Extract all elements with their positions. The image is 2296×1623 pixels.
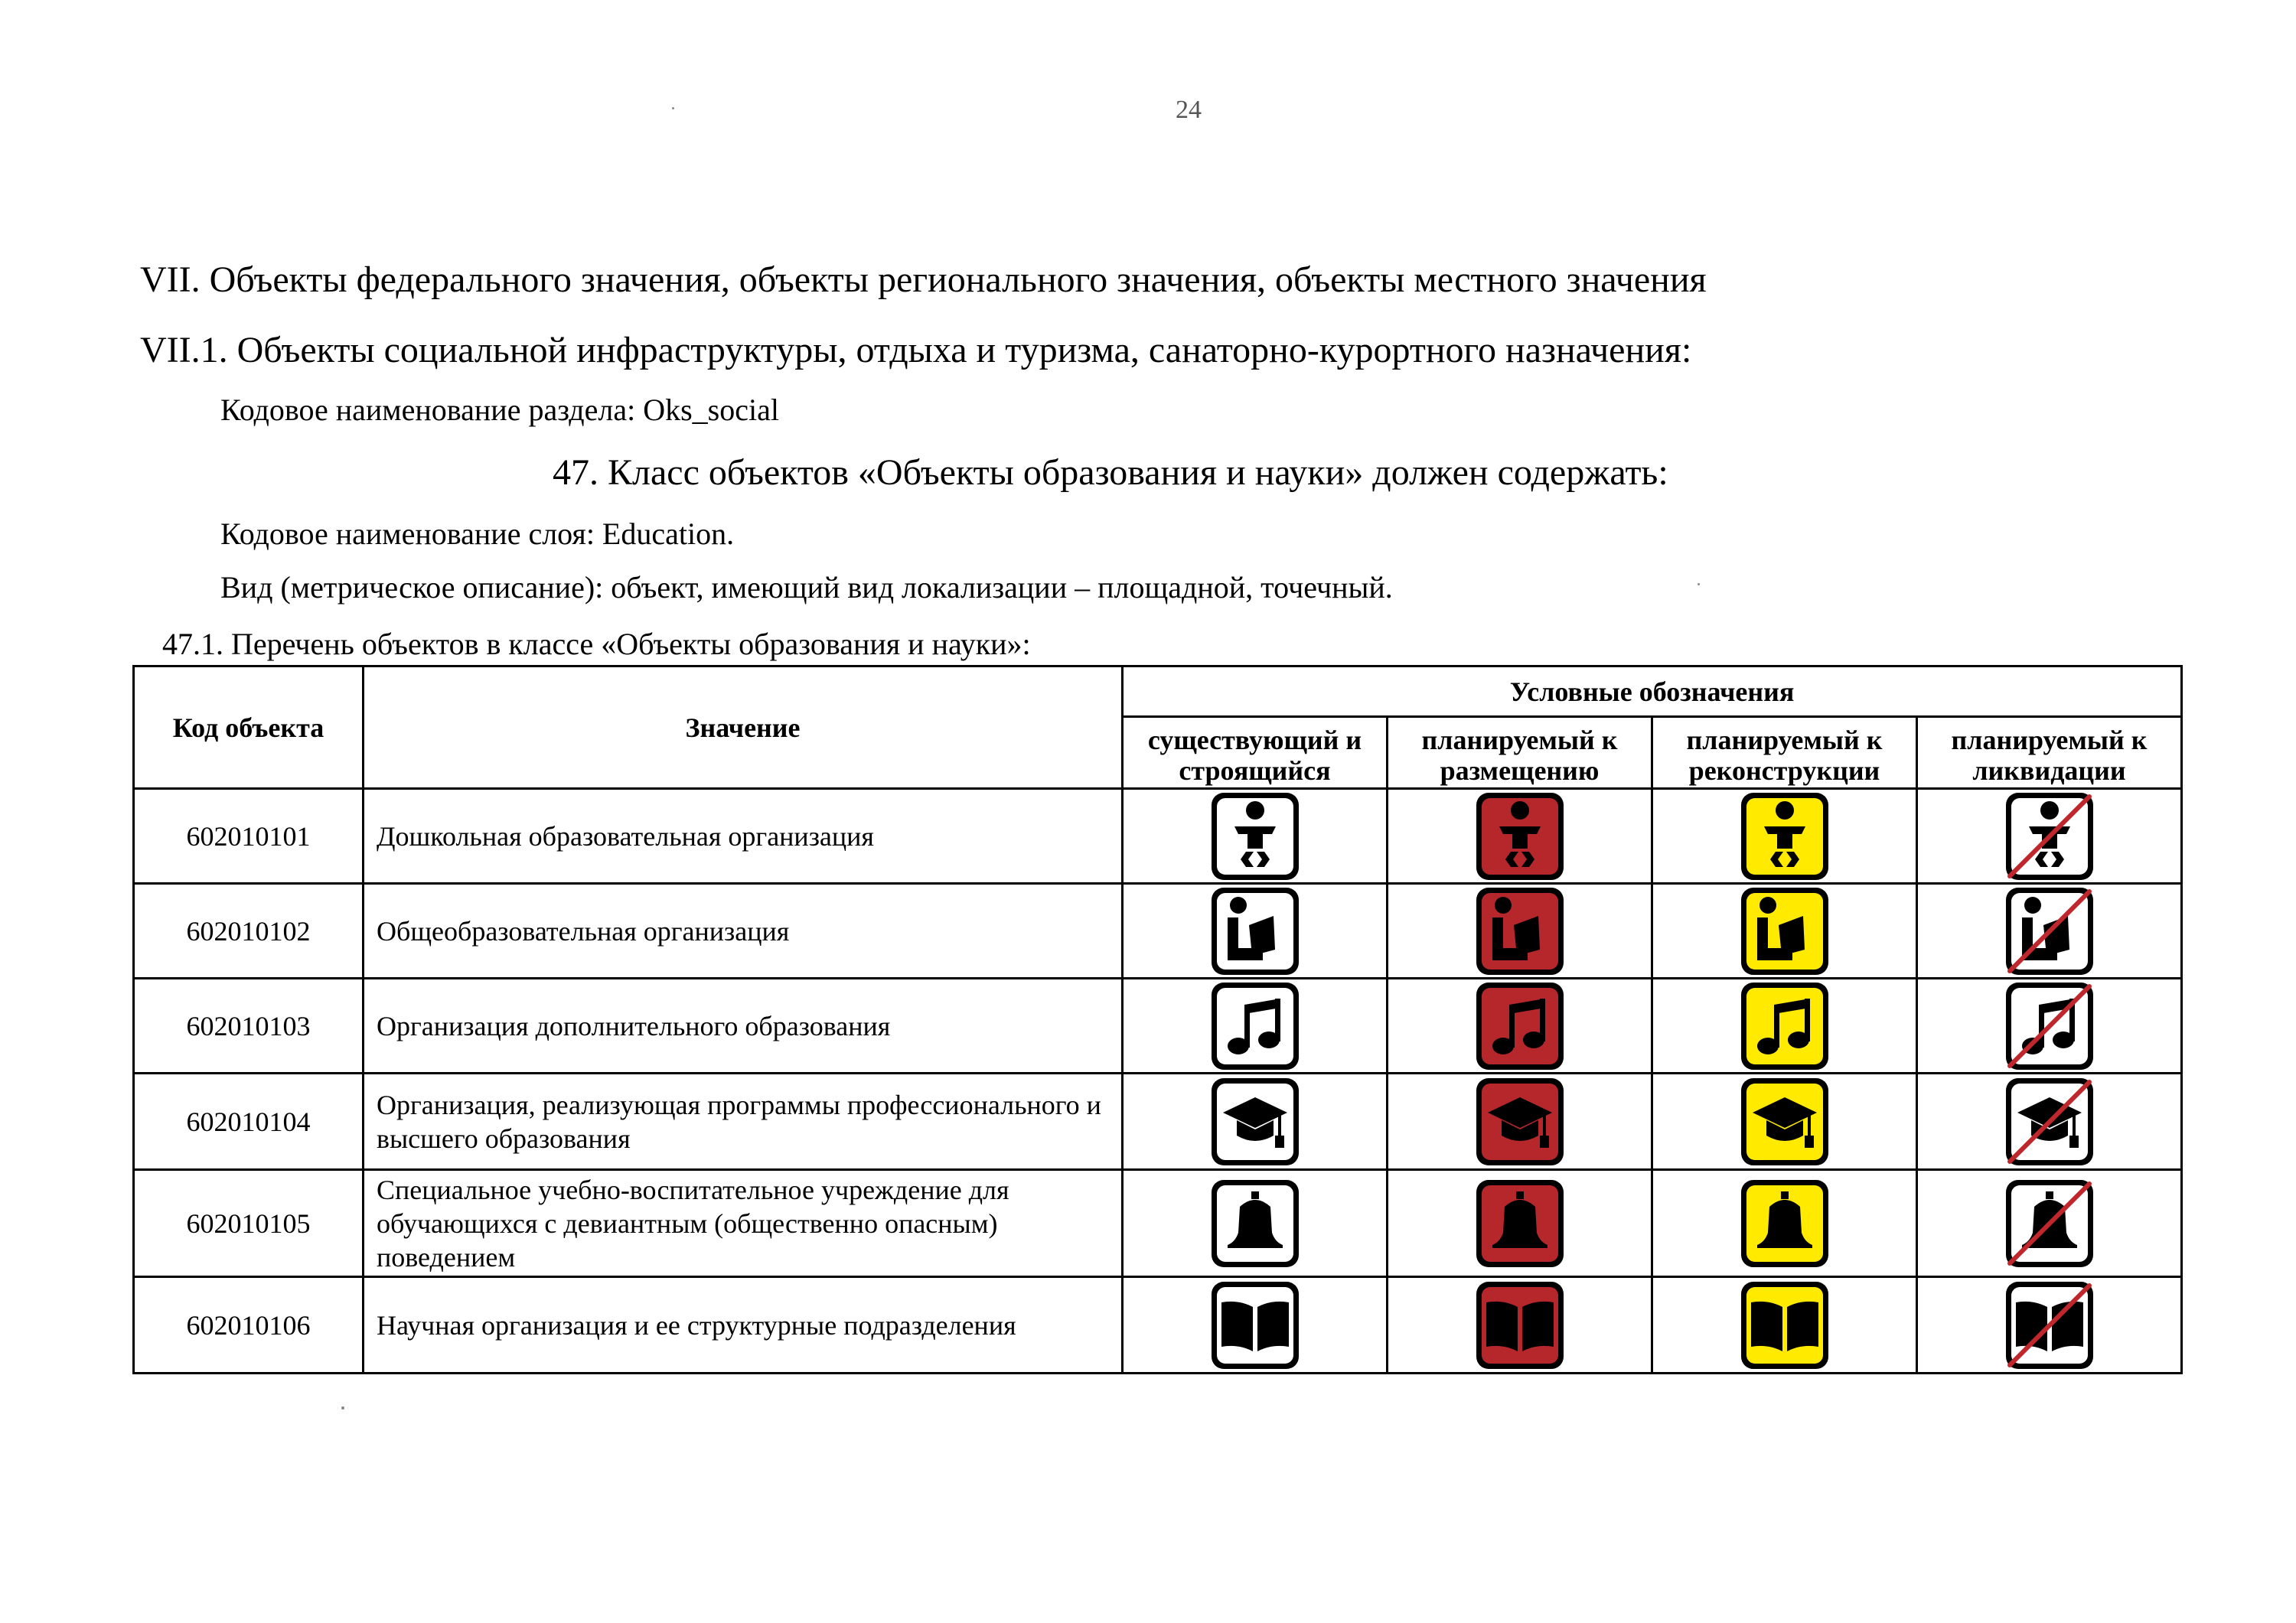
- symbol-cell-planned-placement: [1388, 1074, 1652, 1170]
- symbol-cell-planned-placement: [1388, 979, 1652, 1074]
- symbol-cell-planned-liquidation: [1917, 1170, 2182, 1277]
- music-note-icon: [1474, 1008, 1566, 1038]
- table-row: [134, 979, 2182, 1074]
- symbol-cell-planned-reconstruction: [1652, 884, 1917, 979]
- reader-book-icon: [1209, 913, 1301, 943]
- col-value-header: Значение: [364, 666, 1123, 789]
- object-code: 602010104: [134, 1074, 364, 1170]
- col-planned-liquidation-header: планируемый к ликвидации: [1917, 717, 2182, 789]
- table-row: [134, 1074, 2182, 1170]
- table-row: [134, 1170, 2182, 1277]
- graduation-cap-icon: [1739, 1103, 1831, 1134]
- open-book-icon: [2004, 1307, 2095, 1338]
- symbol-cell-planned-reconstruction: [1652, 789, 1917, 884]
- symbol-cell-existing: [1123, 979, 1388, 1074]
- music-note-icon: [1739, 1008, 1831, 1038]
- table-row: [134, 1277, 2182, 1374]
- object-value: Организация, реализующая программы профессионального и высшего образования: [364, 1074, 1123, 1170]
- page-number: 24: [1176, 96, 1202, 124]
- child-icon: [2004, 818, 2095, 849]
- bell-icon: [1209, 1205, 1301, 1236]
- child-icon: [1209, 818, 1301, 849]
- object-value: Специальное учебно-воспитательное учреждение для обучающихся с девиантным (общественно опасным) поведением: [364, 1170, 1123, 1277]
- object-code: 602010106: [134, 1277, 364, 1374]
- col-existing-header: существующий и строящийся: [1123, 717, 1388, 789]
- col-planned-placement-header: планируемый к размещению: [1388, 717, 1652, 789]
- bell-icon: [2004, 1205, 2095, 1236]
- reader-book-icon: [1739, 913, 1831, 943]
- child-icon: [1474, 818, 1566, 849]
- object-code: 602010102: [134, 884, 364, 979]
- symbol-cell-planned-liquidation: [1917, 1074, 2182, 1170]
- layer-code-text: Кодовое наименование слоя: Education.: [220, 517, 735, 551]
- symbol-cell-planned-placement: [1388, 1170, 1652, 1277]
- geometry-text: Вид (метрическое описание): объект, имеющий вид локализации – площадной, точечный.: [220, 570, 1393, 605]
- symbol-cell-planned-reconstruction: [1652, 1170, 1917, 1277]
- col-code-header: Код объекта: [134, 666, 364, 789]
- object-code: 602010103: [134, 979, 364, 1074]
- bell-icon: [1474, 1205, 1566, 1236]
- object-value: Дошкольная образовательная организация: [364, 789, 1123, 884]
- bell-icon: [1739, 1205, 1831, 1236]
- symbol-cell-planned-placement: [1388, 1277, 1652, 1374]
- graduation-cap-icon: [1474, 1103, 1566, 1134]
- graduation-cap-icon: [1209, 1103, 1301, 1134]
- symbol-cell-planned-liquidation: [1917, 789, 2182, 884]
- section-heading: VII. Объекты федерального значения, объекты регионального значения, объекты местного значения: [140, 259, 1707, 300]
- open-book-icon: [1474, 1307, 1566, 1338]
- music-note-icon: [1209, 1008, 1301, 1038]
- symbol-cell-planned-reconstruction: [1652, 1074, 1917, 1170]
- symbol-cell-planned-liquidation: [1917, 979, 2182, 1074]
- symbol-cell-existing: [1123, 884, 1388, 979]
- open-book-icon: [1209, 1307, 1301, 1338]
- table-row: [134, 884, 2182, 979]
- symbol-cell-planned-placement: [1388, 789, 1652, 884]
- symbol-cell-planned-placement: [1388, 884, 1652, 979]
- object-code: 602010105: [134, 1170, 364, 1277]
- col-symbols-header: Условные обозначения: [1123, 666, 2182, 717]
- music-note-icon: [2004, 1008, 2095, 1038]
- table-row: [134, 789, 2182, 884]
- objects-table: [132, 665, 2183, 1374]
- symbol-cell-planned-liquidation: [1917, 1277, 2182, 1374]
- col-planned-reconstruction-header: планируемый к реконструкции: [1652, 717, 1917, 789]
- graduation-cap-icon: [2004, 1103, 2095, 1134]
- reader-book-icon: [1474, 913, 1566, 943]
- object-value: Общеобразовательная организация: [364, 884, 1123, 979]
- symbol-cell-existing: [1123, 1277, 1388, 1374]
- symbol-cell-planned-reconstruction: [1652, 1277, 1917, 1374]
- subsection-heading: VII.1. Объекты социальной инфраструктуры, отдыха и туризма, санаторно-курортного назначения:: [140, 330, 1692, 370]
- class-heading: 47. Класс объектов «Объекты образования и науки» должен содержать:: [553, 452, 1668, 493]
- object-value: Организация дополнительного образования: [364, 979, 1123, 1074]
- symbol-cell-existing: [1123, 789, 1388, 884]
- symbol-cell-planned-liquidation: [1917, 884, 2182, 979]
- list-title: 47.1. Перечень объектов в классе «Объекты образования и науки»:: [162, 627, 1031, 661]
- section-code-text: Кодовое наименование раздела: Oks_social: [220, 393, 779, 427]
- symbol-cell-existing: [1123, 1074, 1388, 1170]
- reader-book-icon: [2004, 913, 2095, 943]
- symbol-cell-planned-reconstruction: [1652, 979, 1917, 1074]
- object-code: 602010101: [134, 789, 364, 884]
- object-value: Научная организация и ее структурные подразделения: [364, 1277, 1123, 1374]
- open-book-icon: [1739, 1307, 1831, 1338]
- symbol-cell-existing: [1123, 1170, 1388, 1277]
- child-icon: [1739, 818, 1831, 849]
